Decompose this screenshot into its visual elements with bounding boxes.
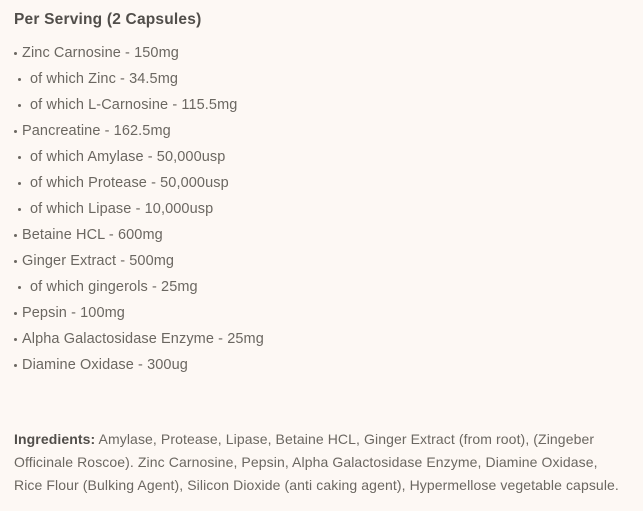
list-item [14, 144, 629, 170]
list-item-label: of which gingerols - 25mg [30, 279, 198, 295]
list-item [14, 222, 629, 248]
bullet-icon [18, 156, 21, 159]
bullet-icon [14, 130, 17, 133]
list-item-label: of which Amylase - 50,000usp [30, 149, 226, 165]
per-serving-heading: Per Serving (2 Capsules) [14, 11, 202, 28]
list-item-label: Pepsin - 100mg [22, 305, 125, 321]
list-item [14, 352, 629, 378]
supplement-list [14, 40, 629, 378]
bullet-icon [14, 364, 17, 367]
ingredients-label: Ingredients: [14, 431, 96, 447]
list-item [14, 248, 629, 274]
list-item [14, 326, 629, 352]
list-item [14, 274, 629, 300]
list-item-label: of which Zinc - 34.5mg [30, 71, 179, 87]
list-item-label: Ginger Extract - 500mg [22, 253, 175, 269]
bullet-icon [18, 286, 21, 289]
list-item [14, 40, 629, 66]
list-item [14, 170, 629, 196]
list-item [14, 66, 629, 92]
bullet-icon [18, 182, 21, 185]
list-item-label: Alpha Galactosidase Enzyme - 25mg [22, 331, 264, 347]
list-item-label: Diamine Oxidase - 300ug [22, 357, 188, 373]
bullet-icon [18, 78, 21, 81]
bullet-icon [18, 104, 21, 107]
bullet-icon [14, 234, 17, 237]
list-item-label: Zinc Carnosine - 150mg [22, 45, 179, 61]
bullet-icon [14, 52, 17, 55]
list-item [14, 92, 629, 118]
ingredients-paragraph [14, 428, 629, 497]
bullet-icon [18, 208, 21, 211]
ingredients-text: Amylase, Protease, Lipase, Betaine HCL, Ginger Extract (from root), (Zingeber Officinale Roscoe). Zinc Carnosine, Pepsin, Alpha Galactosidase Enzyme, Diamine Oxidase, Rice Flour (Bulking Agent), Silicon Dioxide (anti caking agent), Hypermellose vegetable capsule. [14, 431, 619, 493]
list-item-label: of which Protease - 50,000usp [30, 175, 229, 191]
bullet-icon [14, 312, 17, 315]
bullet-icon [14, 338, 17, 341]
list-item-label: of which L-Carnosine - 115.5mg [30, 97, 238, 113]
bullet-icon [14, 260, 17, 263]
list-item [14, 118, 629, 144]
list-item-label: Betaine HCL - 600mg [22, 227, 163, 243]
list-item-label: Pancreatine - 162.5mg [22, 123, 171, 139]
list-item [14, 196, 629, 222]
list-item-label: of which Lipase - 10,000usp [30, 201, 214, 217]
list-item [14, 300, 629, 326]
